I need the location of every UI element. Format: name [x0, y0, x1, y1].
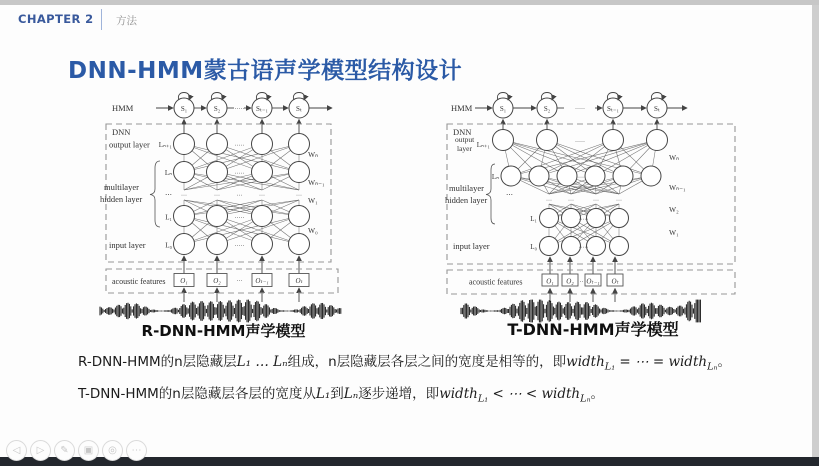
svg-text:···: ··· [616, 198, 622, 204]
row-dots: ····· [578, 245, 589, 251]
weight-w1: W₁ [308, 196, 318, 205]
layer-mid-dots: ⋯ [506, 191, 513, 199]
state-st: Sₜ [296, 105, 302, 113]
weight-wn: Wₙ [308, 150, 319, 159]
svg-text:···: ··· [214, 193, 220, 199]
row-dots: ····· [234, 243, 245, 250]
feature-ot-1: Oₜ₋₁ [586, 277, 600, 286]
svg-text:···: ··· [181, 193, 187, 199]
t-dnn-hmm-diagram [443, 90, 743, 328]
row-dots: ····· [575, 106, 585, 113]
body-line-2: T-DNN-HMM的n层隐藏层各层的宽度从L₁到Lₙ逐步递增，即width$_{L_1}$ < ⋯ < width$_{L_n}$。 [78, 385, 605, 405]
audio-waveform [100, 300, 341, 323]
slide-body-text [78, 352, 768, 416]
feature-o2: O₂ [213, 277, 221, 285]
output-layer-label: output layer [109, 139, 150, 150]
left-diagram-caption: R-DNN-HMM声学模型 [141, 322, 306, 340]
acoustic-features-label: acoustic features [112, 277, 166, 286]
feature-ot: Oₜ [295, 277, 303, 285]
layer-0-label: L₀ [530, 243, 537, 251]
hmm-label: HMM [112, 103, 134, 113]
slide-header [0, 0, 819, 34]
hidden-layer-label: hidden layer [445, 195, 488, 205]
slides-grid-icon: ▣ [83, 445, 94, 456]
right-diagram-caption: T-DNN-HMM声学模型 [507, 320, 679, 339]
section-label: 方法 [116, 15, 137, 27]
state-st-1: Sₜ₋₁ [606, 105, 620, 113]
zoom-tool-button[interactable] [102, 440, 123, 461]
output-layer-label-1: output [455, 135, 475, 144]
acoustic-features-label: acoustic features [469, 277, 523, 287]
hidden-layer-label: hidden layer [100, 194, 143, 204]
weight-w1: W₁ [669, 228, 679, 237]
input-layer-label: input layer [109, 240, 146, 250]
row-dots: ····· [578, 217, 589, 223]
svg-text:···: ··· [296, 193, 302, 199]
feature-ot-1: Oₜ₋₁ [255, 277, 269, 285]
weight-w0: W₀ [308, 226, 318, 235]
state-s2: S₂ [543, 105, 551, 113]
row-dots: ··· [236, 278, 243, 285]
row-dots: ····· [234, 106, 245, 113]
output-layer-label-2: layer [457, 144, 472, 153]
layer-n-label: Lₙ [164, 169, 172, 177]
feature-o1: O₁ [546, 277, 554, 286]
feature-o1: O₁ [180, 277, 188, 285]
slide-browser-button[interactable] [78, 440, 99, 461]
ellipsis-icon: ⋯ [131, 445, 142, 456]
arrow-left-icon: ◁ [12, 445, 21, 456]
layer-1-label: L₁ [530, 215, 537, 223]
feature-ot: Oₜ [611, 277, 619, 286]
arrow-right-icon: ▷ [36, 445, 45, 456]
svg-text:···: ··· [546, 198, 552, 204]
body-line-1: R-DNN-HMM的n层隐藏层L₁ … Lₙ组成，n层隐藏层各层之间的宽度是相等的，即width$_{L_1}$ = ⋯ = width$_{L_n}$。 [78, 354, 731, 373]
presenter-toolbar [6, 440, 147, 461]
layer-n1-label: Lₙ₊₁ [158, 141, 172, 149]
next-slide-button[interactable] [30, 440, 51, 461]
dnn-label: DNN [453, 127, 472, 137]
layer-n-label: Lₙ [491, 173, 499, 181]
hidden-layers-brace [150, 161, 160, 227]
row-dots: ····· [576, 175, 586, 181]
slide-title: DNN-HMM蒙古语声学模型结构设计 [68, 58, 463, 84]
feature-o2: O₂ [566, 277, 574, 286]
r-dnn-hmm-diagram [96, 90, 351, 328]
row-dots: ····· [234, 171, 245, 177]
state-s1: S₁ [499, 105, 507, 113]
state-st-1: Sₜ₋₁ [255, 105, 269, 113]
pen-icon: ✎ [60, 445, 69, 456]
previous-slide-button[interactable] [6, 440, 27, 461]
weight-wn-1: Wₙ₋₁ [308, 178, 325, 187]
weight-w2: W₂ [669, 205, 679, 214]
layer-0-label: L₀ [165, 241, 172, 250]
header-divider [101, 9, 102, 30]
svg-text:···: ··· [259, 193, 265, 199]
layer-1-label: L₁ [165, 213, 172, 222]
row-dots: ·· [579, 279, 584, 286]
row-dots: ····· [575, 139, 585, 146]
weight-wn: Wₙ [669, 153, 680, 162]
svg-text:···: ··· [568, 198, 574, 204]
hmm-label: HMM [451, 103, 473, 113]
layer-n1-label: Lₙ₊₁ [476, 141, 490, 149]
dnn-label: DNN [112, 127, 131, 137]
network-lines [503, 140, 657, 246]
state-s2: S₂ [213, 105, 221, 113]
input-layer-label: input layer [453, 241, 490, 251]
more-options-button[interactable] [126, 440, 147, 461]
network-nodes [100, 93, 341, 323]
row-dots: ····· [234, 215, 245, 222]
multilayer-label: multilayer [104, 182, 139, 192]
svg-text:···: ··· [593, 198, 599, 204]
state-st: Sₜ [654, 105, 660, 113]
weight-wn-1: Wₙ₋₁ [669, 183, 686, 192]
pen-tool-button[interactable] [54, 440, 75, 461]
svg-text:···: ··· [236, 193, 243, 199]
magnifier-icon: ◎ [108, 445, 117, 456]
chapter-label: CHAPTER 2 [18, 12, 94, 26]
state-s1: S₁ [180, 105, 188, 113]
window-right-edge [812, 5, 819, 466]
row-dots: ····· [234, 143, 245, 149]
layer-mid-dots: ⋯ [165, 191, 172, 199]
network-nodes [461, 93, 700, 323]
multilayer-label: multilayer [449, 183, 484, 193]
